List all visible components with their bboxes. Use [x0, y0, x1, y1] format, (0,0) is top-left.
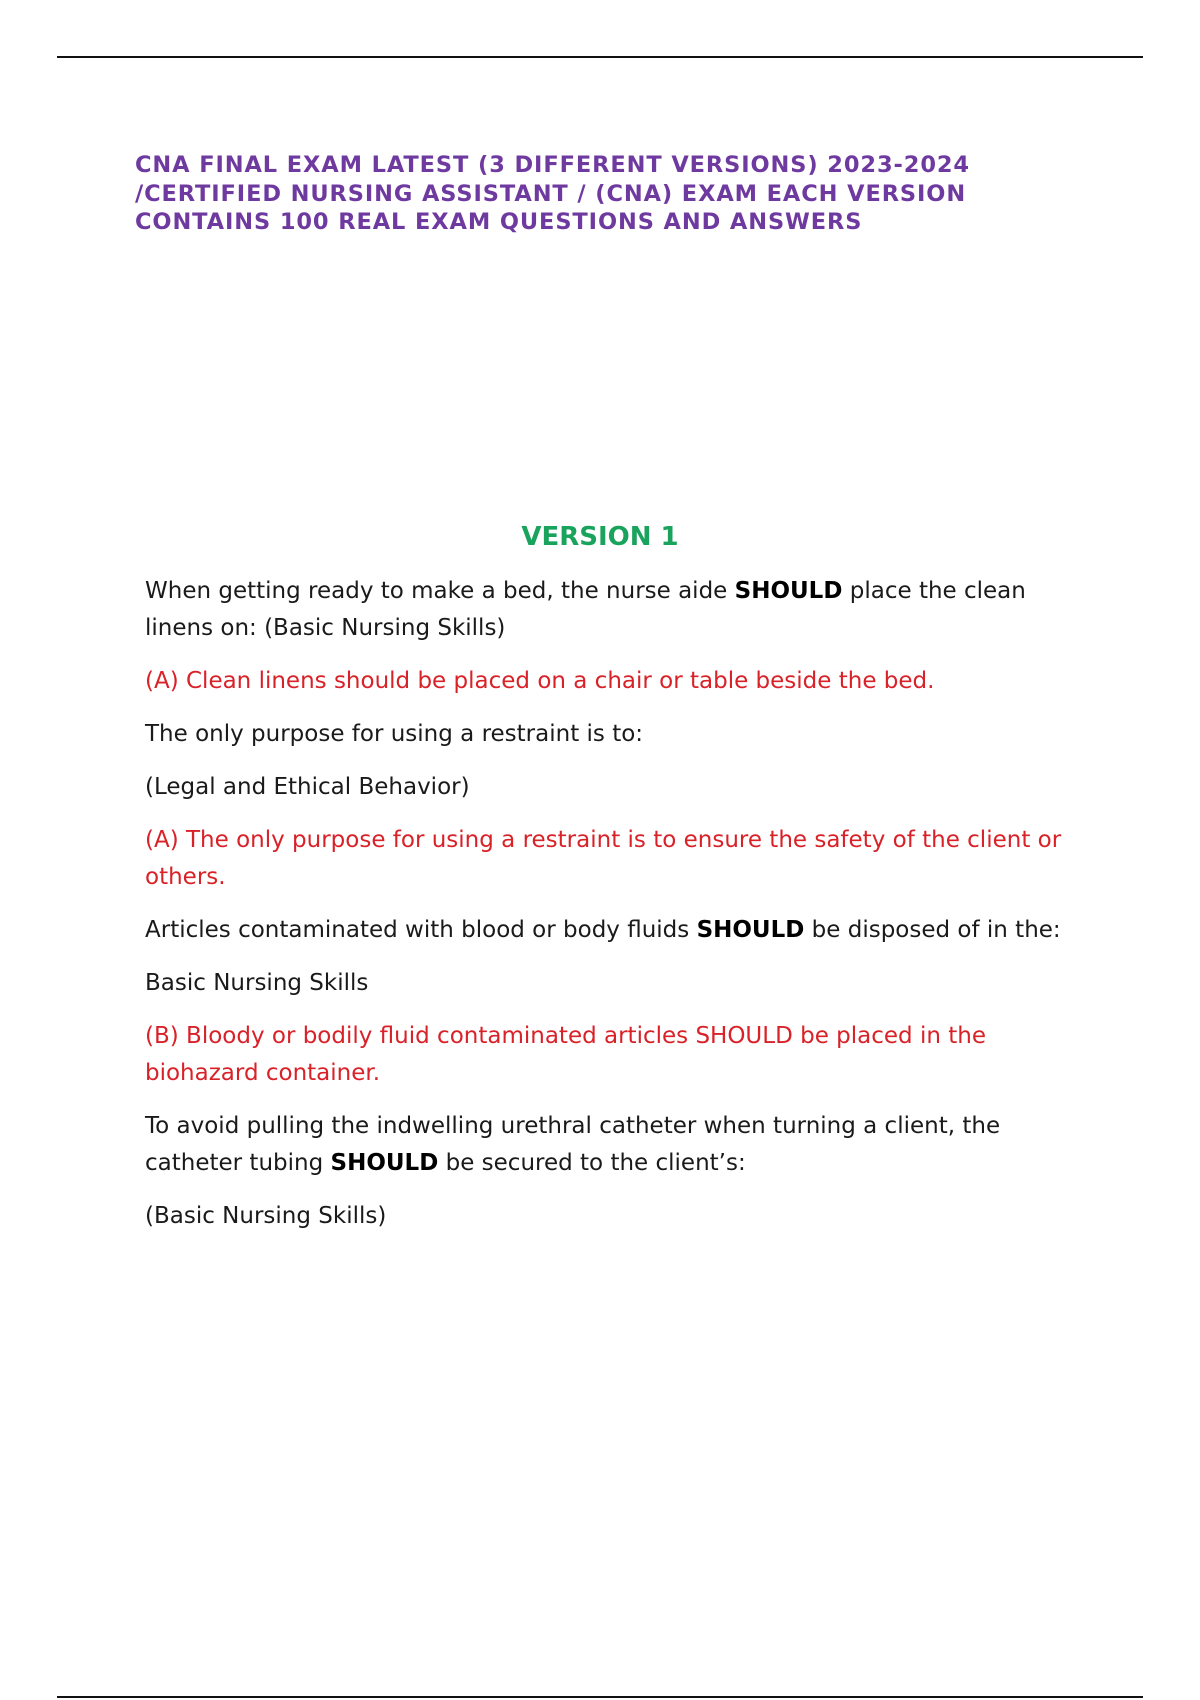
question-text: When getting ready to make a bed, the nurse aide SHOULD place the clean linens on: (Basic Nursing Skills)	[145, 578, 1026, 641]
answer-text: (B) Bloody or bodily fluid contaminated articles SHOULD be placed in the biohazard container.	[145, 1023, 986, 1086]
bottom-rule	[57, 1696, 1143, 1698]
answer-text: (A) Clean linens should be placed on a chair or table beside the bed.	[145, 668, 935, 694]
question-category: (Legal and Ethical Behavior)	[145, 774, 470, 800]
top-rule	[57, 56, 1143, 58]
question-text: Articles contaminated with blood or body fluids SHOULD be disposed of in the:	[145, 917, 1061, 943]
emphasis-should: SHOULD	[696, 917, 805, 943]
answer-text: (A) The only purpose for using a restraint is to ensure the safety of the client or others.	[145, 827, 1062, 890]
question-text: The only purpose for using a restraint is to:	[145, 721, 644, 747]
document-title: CNA FINAL EXAM LATEST (3 DIFFERENT VERSIONS) 2023-2024 /CERTIFIED NURSING ASSISTANT / (CNA) EXAM EACH VERSION CONTAINS 100 REAL EXAM QUESTIONS AND ANSWERS	[135, 152, 970, 235]
question-list	[145, 573, 1095, 1251]
emphasis-should: SHOULD	[330, 1150, 439, 1176]
question-category: Basic Nursing Skills	[145, 970, 369, 996]
emphasis-should: SHOULD	[734, 578, 843, 604]
question-text: To avoid pulling the indwelling urethral catheter when turning a client, the catheter tubing SHOULD be secured to the client’s:	[145, 1113, 1001, 1176]
version-heading: VERSION 1	[521, 522, 679, 552]
question-category: (Basic Nursing Skills)	[145, 1203, 387, 1229]
